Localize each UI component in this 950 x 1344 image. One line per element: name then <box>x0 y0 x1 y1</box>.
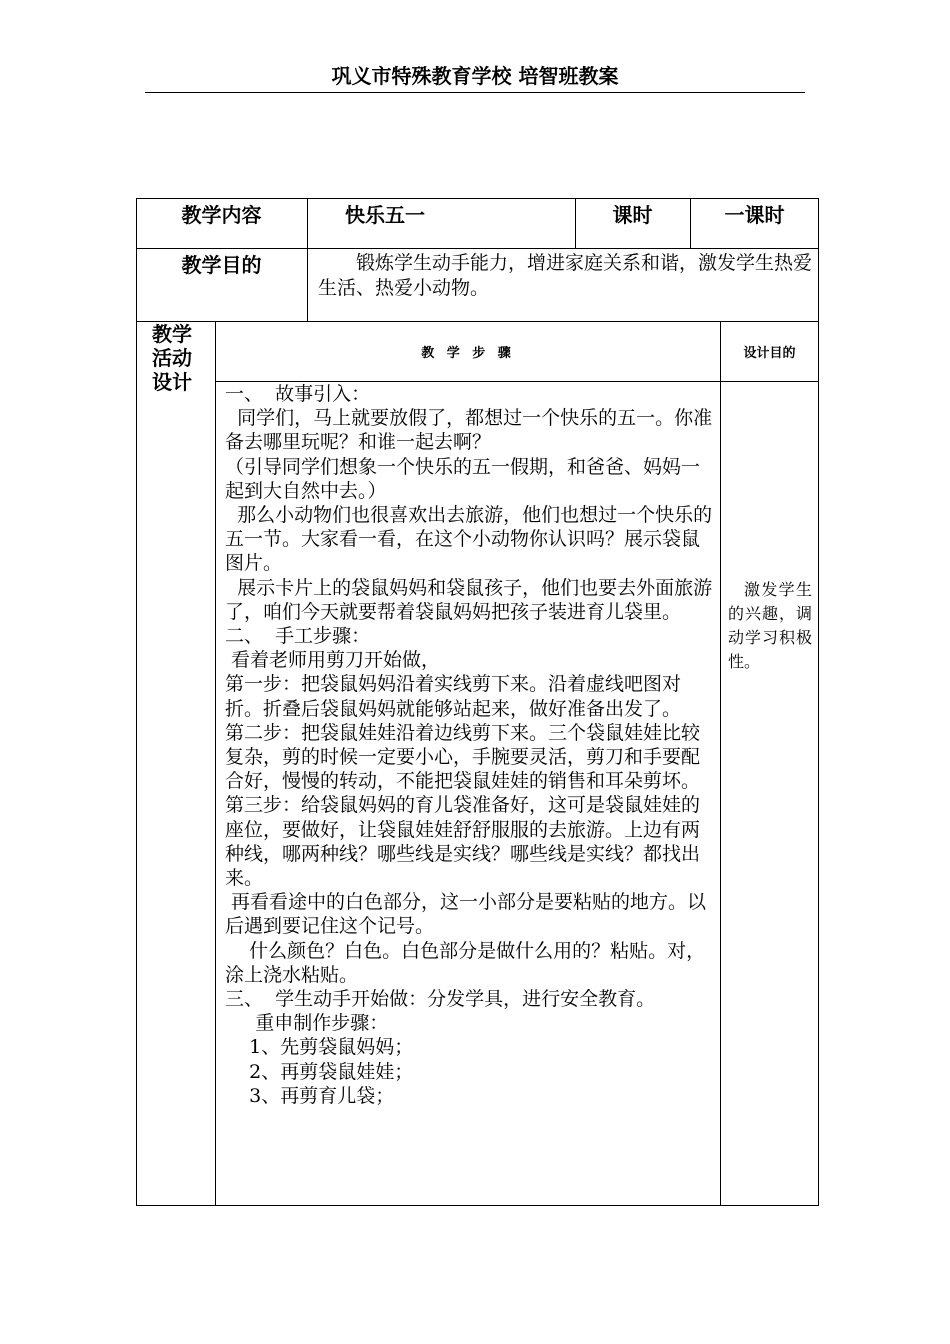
content-value: 快乐五一 <box>345 203 425 227</box>
goal-label: 教学目的 <box>181 253 262 277</box>
purpose-text: 激发学生的兴趣，调动学习积极性。 <box>728 580 812 671</box>
info-row-divider <box>136 248 819 249</box>
steps-header: 教 学 步 骤 <box>421 346 515 361</box>
purpose-header: 设计目的 <box>743 346 796 361</box>
page-header-title: 巩义市特殊教育学校 培智班教案 <box>331 64 619 88</box>
step-line: 同学们，马上就要放假了，都想过一个快乐的五一。你准备去哪里玩呢？和谁一起去啊？ <box>225 407 713 454</box>
step-line: 那么小动物们也很喜欢出去旅游，他们也想过一个快乐的五一节。大家看一看，在这个小动物你认识吗？展示袋鼠图片。 <box>225 504 713 575</box>
step-line: 第一步：把袋鼠妈妈沿着实线剪下来。沿着虚线吧图对折。折叠后袋鼠妈妈就能够站起来，做好准备出发了。 <box>225 673 682 720</box>
step-line: 1、先剪袋鼠妈妈； <box>225 1036 414 1059</box>
hours-value: 一课时 <box>724 203 785 227</box>
content-label: 教学内容 <box>181 203 262 227</box>
step-line: 二、 手工步骤： <box>225 625 371 648</box>
step-line: 重申制作步骤： <box>225 1012 389 1035</box>
hours-label: 课时 <box>612 203 653 227</box>
step-line: 一、 故事引入： <box>225 383 371 405</box>
step-line: 再看看途中的白色部分，这一小部分是要粘贴的地方。以后遇到要记住这个记号。 <box>225 891 707 938</box>
step-line: 展示卡片上的袋鼠妈妈和袋鼠孩子，他们也要去外面旅游了，咱们今天就要帮着袋鼠妈妈把孩子装进育儿袋里。 <box>225 576 713 623</box>
step-line: 3、再剪育儿袋； <box>225 1084 395 1107</box>
step-line: 看着老师用剪刀开始做， <box>225 649 441 672</box>
activity-side-label: 教学活动设计 <box>152 322 192 394</box>
activity-col-divider-1 <box>215 321 216 1206</box>
info-col-divider-1 <box>307 198 308 322</box>
steps-content <box>225 382 715 1108</box>
step-line: 三、 学生动手开始做：分发学具，进行安全教育。 <box>225 988 656 1011</box>
step-line: 第二步：把袋鼠娃娃沿着边线剪下来。三个袋鼠娃娃比较复杂，剪的时候一定要小心，手腕要灵活，剪刀和手要配合好，慢慢的转动，不能把袋鼠娃娃的销售和耳朵剪坏。 <box>225 721 701 793</box>
step-line: 什么颜色？白色。白色部分是做什么用的？粘贴。对，涂上浇水粘贴。 <box>225 939 706 986</box>
step-line: 2、再剪袋鼠娃娃； <box>225 1060 414 1083</box>
goal-value: 锻炼学生动手能力，增进家庭关系和谐，激发学生热爱生活、热爱小动物。 <box>318 252 813 299</box>
header-rule <box>145 92 805 93</box>
step-line: （引导同学们想象一个快乐的五一假期，和爸爸、妈妈一起到大自然中去。） <box>225 455 701 502</box>
step-line: 第三步：给袋鼠妈妈的育儿袋准备好，这可是袋鼠娃娃的座位，要做好，让袋鼠娃娃舒舒服服的去旅游。上边有两种线，哪两种线？哪些线是实线？哪些线是实线？都找出来。 <box>225 794 701 890</box>
activity-col-divider-2 <box>720 321 721 1206</box>
